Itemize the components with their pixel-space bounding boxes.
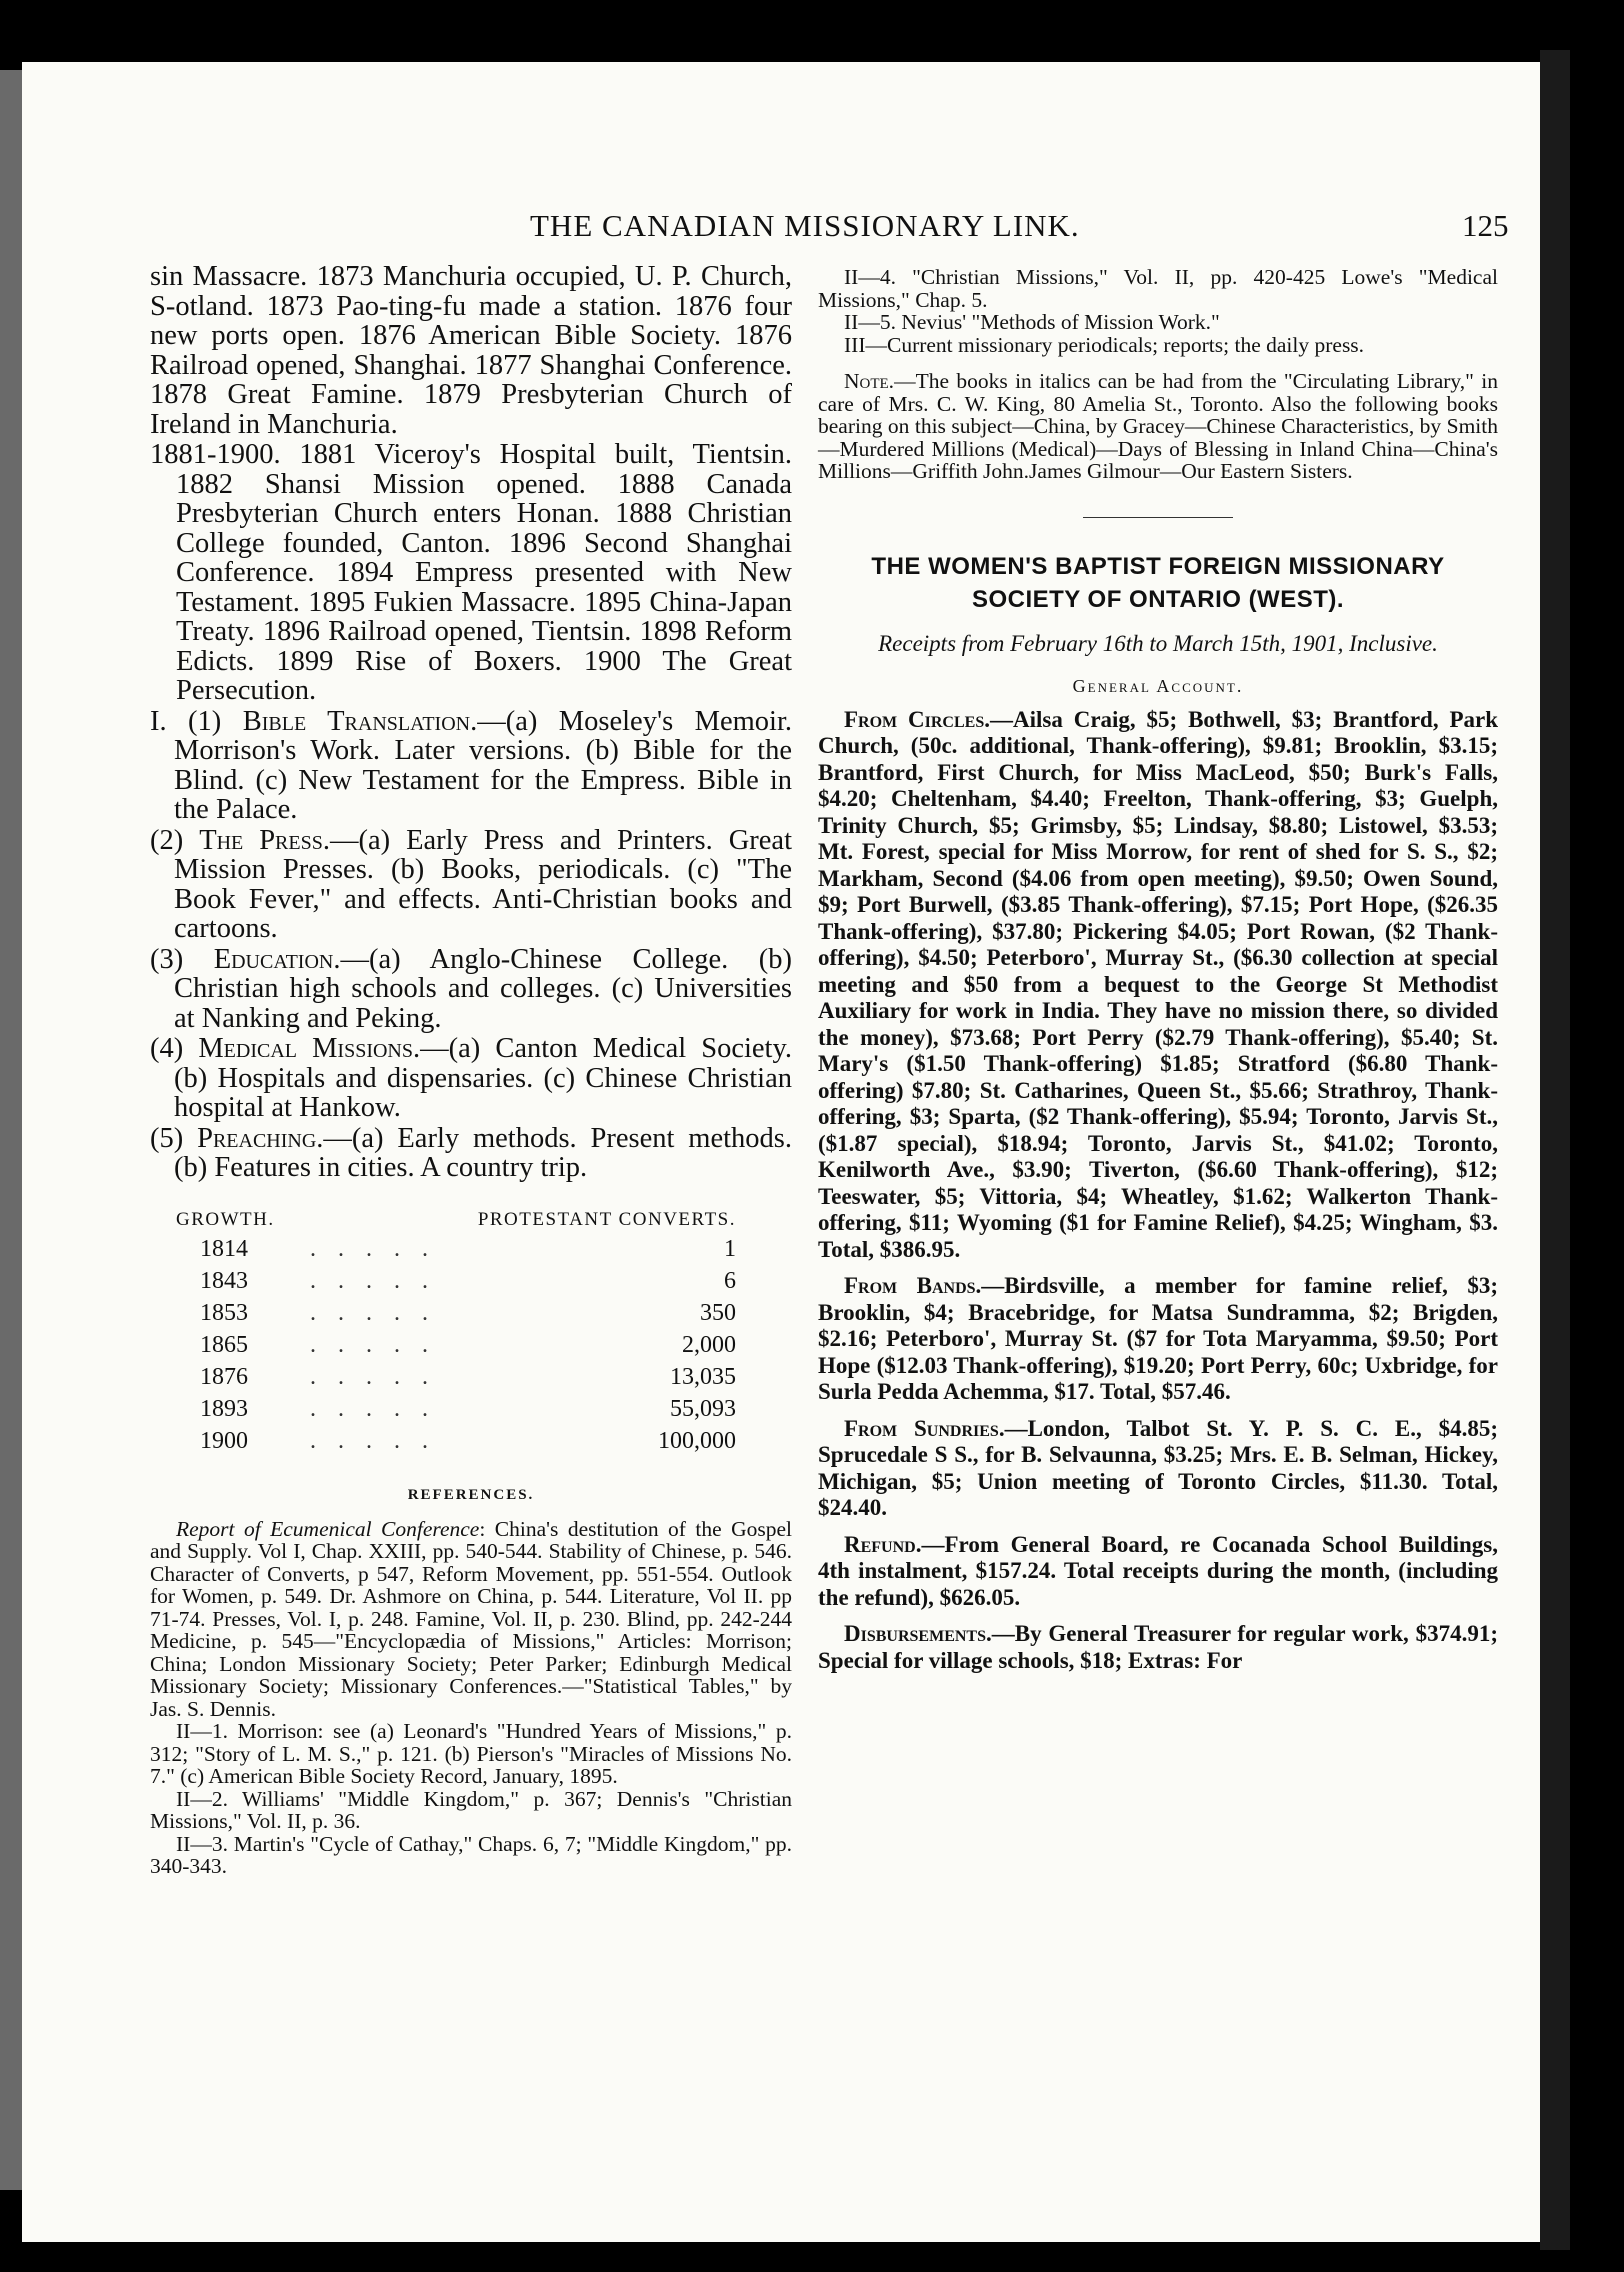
- disbursements-text: —By General Treasurer for regular work, $374.91; Special for village schools, $18; Extras: For: [818, 1621, 1498, 1673]
- leader-dots: .....: [310, 1235, 450, 1262]
- outline-text: —(a) Canton Medical Society. (b) Hospitals and dispensaries. (c) Chinese Christian hospital at Hankow.: [174, 1033, 792, 1123]
- converts-cell: 2,000: [682, 1331, 736, 1358]
- year-cell: 1853: [200, 1299, 248, 1326]
- sundries-text: —London, Talbot St. Y. P. S. C. E., $4.85; Sprucedale S S., for B. Selvaunna, $3.25; Mrs. E. B. Selman, Hickey, Michigan, $5; Union meeting of Toronto Circles, $11.30. Total, $24.40.: [818, 1415, 1498, 1520]
- leader-dots: .....: [310, 1363, 450, 1390]
- year-cell: 1893: [200, 1395, 248, 1422]
- library-note: [818, 370, 1498, 483]
- table-row: [176, 1297, 736, 1329]
- circles-receipts: [818, 707, 1498, 1264]
- outline-text: —(a) Moseley's Memoir. Morrison's Work. Later versions. (b) Bible for the Blind. (c) New Testament for the Empress. Bible in the Palace.: [174, 705, 792, 825]
- outline-heading: Medical Missions.: [198, 1033, 421, 1064]
- note-label: Note.: [844, 369, 895, 393]
- circles-label: From Circles.: [844, 706, 990, 732]
- year-cell: 1843: [200, 1267, 248, 1294]
- leader-dots: .....: [310, 1427, 450, 1454]
- table-row: [176, 1393, 736, 1425]
- outline-item-2: [150, 826, 792, 944]
- right-column: [818, 266, 1498, 1674]
- converts-cell: 55,093: [670, 1395, 736, 1422]
- running-header: THE CANADIAN MISSIONARY LINK.: [530, 208, 1080, 243]
- outline-text: —(a) Early Press and Printers. Great Mission Presses. (b) Books, periodicals. (c) "The Book Fever," and effects. Anti-Christian books and cartoons.: [174, 824, 792, 944]
- leader-dots: .....: [310, 1331, 450, 1358]
- year-cell: 1814: [200, 1235, 248, 1262]
- circles-text: —Ailsa Craig, $5; Bothwell, $3; Brantford, Park Church, (50c. additional, Thank-offering), $9.81; Brooklin, $3.15; Brantford, First Church, for Miss MacLeod, $50; Burk's Falls, $4.20; Cheltenham, $4.40; Freelton, Thank-offering, $3; Guelph, Trinity Church, $5; Grimsby, $5; Lindsay, $8.80; Listowel, $3.53; Mt. Forest, special for Miss Morrow, for rent of shed for S. S., $2; Markham, Second ($4.06 from open meeting), $9.50; Owen Sound, $9; Port Burwell, ($3.85 Thank-offering), $7.15; Port Hope, ($26.35 Thank-offering), $37.80; Pickering $4.05; Port Rowan, ($2 Thank-offering), $4.50; Peterboro', Murray St., ($6.30 collection at special meeting and $50 from a bequest to the George St Methodist Auxiliary for work in India. They have no mission there, so divided the money), $73.68; Port Perry ($2.79 Thank-offering), $5.40; St. Mary's ($1.50 Thank-offering) $1.85; Stratford ($6.80 Thank-offering) $7.80; St. Catharines, Queen St., $5.66; Strathroy, Thank-offering, $3; Sparta, ($2 Thank-offering), $5.94; Toronto, Jarvis St., ($1.87 special), $18.94; Toronto, Jarvis St., $41.02; Toronto, Kenilworth Ave., $3.90; Tiverton, ($6.60 Thank-offering), $12; Teeswater, $5; Vittoria, $4; Wheatley, $1.62; Walkerton Thank-offering, $11; Wyoming ($1 for Famine Relief), $4.25; Wingham, $3. Total, $386.95.: [818, 706, 1499, 1262]
- references-heading: REFERENCES.: [407, 1486, 535, 1503]
- outline-item-5: [150, 1124, 792, 1183]
- outline-item-1: [150, 707, 792, 825]
- outline-number: I. (1): [150, 705, 222, 737]
- receipts-subtitle: Receipts from February 16th to March 15th, 1901, Inclusive.: [878, 630, 1438, 656]
- society-title: THE WOMEN'S BAPTIST FOREIGN MISSIONARY SOCIETY OF ONTARIO (WEST).: [871, 552, 1445, 613]
- reference-text: : China's destitution of the Gospel and Supply. Vol I, Chap. XXIII, pp. 540-544. Stability of Chinese, p. 546. Character of Converts, p 547, Reform Movement, pp. 551-554. Outlook for Women, p. 549. Dr. Ashmore on China, p. 544. Literature, Vol II. pp 71-74. Presses, Vol. I, p. 248. Famine, Vol. II, p. 230. Blind, pp. 242-244 Medicine, p. 545—"Encyclopædia of Missions," Articles: Morrison; China; London Missionary Society; Peter Parker; Edinburgh Medical Missionary Society; Missionary Conferences.—"Statistical Tables," by Jas. S. Dennis.: [150, 1516, 792, 1721]
- outline-heading: Bible Translation.: [242, 705, 478, 737]
- reference-title: Report of Ecumenical Conference: [176, 1516, 480, 1541]
- table-row: [176, 1361, 736, 1393]
- sundries-receipts: [818, 1416, 1498, 1522]
- disbursements-entry: [818, 1621, 1498, 1674]
- converts-cell: 350: [700, 1299, 736, 1326]
- chronology-paragraph-1: sin Massacre. 1873 Manchuria occupied, U. P. Church, S-otland. 1873 Pao-ting-fu made a station. 1876 four new ports open. 1876 American Bible Society. 1876 Railroad opened, Shanghai. 1877 Shanghai Conference. 1878 Great Famine. 1879 Presbyterian Church of Ireland in Manchuria.: [150, 261, 792, 440]
- leader-dots: .....: [310, 1267, 450, 1294]
- reference-1: [150, 1518, 792, 1721]
- refund-text: —From General Board, re Cocanada School Buildings, 4th instalment, $157.24. Total receipts during the month, (including the refund), $626.05.: [818, 1531, 1498, 1610]
- page-edge-shadow: [1540, 50, 1570, 2250]
- year-cell: 1865: [200, 1331, 248, 1358]
- refund-entry: [818, 1532, 1498, 1612]
- reference-2: II—1. Morrison: see (a) Leonard's "Hundred Years of Missions," p. 312; "Story of L. M. S.," p. 121. (b) Pierson's "Miracles of Missions No. 7." (c) American Bible Society Record, January, 1895.: [150, 1719, 792, 1788]
- section-divider: [1083, 517, 1233, 518]
- converts-column-header: PROTESTANT CONVERTS.: [477, 1208, 736, 1230]
- outline-number: (5): [150, 1122, 184, 1154]
- left-column: [150, 262, 792, 1878]
- outline-heading: Education.: [213, 943, 341, 975]
- bands-label: From Bands.: [844, 1273, 982, 1298]
- outline-item-3: [150, 945, 792, 1034]
- outline-number: (4): [150, 1033, 184, 1064]
- leader-dots: .....: [310, 1299, 450, 1326]
- reference-4: II—3. Martin's "Cycle of Cathay," Chaps. 6, 7; "Middle Kingdom," pp. 340-343.: [150, 1831, 792, 1878]
- table-row: [176, 1265, 736, 1297]
- outline-heading: The Press.: [199, 824, 330, 856]
- bands-text: —Birdsville, a member for famine relief, $3; Brooklin, $4; Bracebridge, for Matsa Sundramma, $2; Brigden, $2.16; Peterboro', Murray St. ($7 for Tota Maryamma, $9.50; Port Hope ($12.03 Thank-offering), $19.20; Port Perry, 60c; Uxbridge, for Surla Pedda Achemma, $17. Total, $57.46.: [818, 1273, 1498, 1404]
- outline-number: (3): [150, 943, 184, 975]
- general-account-heading: General Account.: [1072, 675, 1244, 696]
- outline-number: (2): [150, 824, 184, 856]
- growth-table-header: [176, 1207, 736, 1233]
- disbursements-label: Disbursements.: [844, 1621, 992, 1646]
- table-row: [176, 1233, 736, 1265]
- converts-cell: 100,000: [658, 1427, 736, 1454]
- outline-text: —(a) Anglo-Chinese College. (b) Christian high schools and colleges. (c) Universities at Nanking and Peking.: [174, 943, 792, 1034]
- outline-text: —(a) Early methods. Present methods. (b) Features in cities. A country trip.: [174, 1122, 792, 1183]
- refund-label: Refund.: [844, 1531, 922, 1557]
- converts-cell: 1: [724, 1235, 736, 1262]
- outline-heading: Preaching.: [197, 1122, 324, 1154]
- outline-item-4: [150, 1034, 792, 1123]
- table-row: [176, 1329, 736, 1361]
- year-cell: 1876: [200, 1363, 248, 1390]
- year-cell: 1900: [200, 1427, 248, 1454]
- reference-6: II—5. Nevius' "Methods of Mission Work.": [844, 310, 1220, 334]
- sundries-label: From Sundries.: [844, 1415, 1005, 1441]
- growth-table: [176, 1207, 736, 1457]
- reference-3: II—2. Williams' "Middle Kingdom," p. 367; Dennis's "Christian Missions," Vol. II, p. 36.: [150, 1786, 792, 1833]
- note-text: —The books in italics can be had from the "Circulating Library," in care of Mrs. C. W. King, 80 Amelia St., Toronto. Also the following books bearing on this subject—China, by Gracey—Chinese Characteristics, by Smith—Murdered Millions (Medical)—Days of Blessing in Inland China—China's Millions—Griffith John.James Gilmour—Our Eastern Sisters.: [818, 369, 1498, 483]
- converts-cell: 13,035: [670, 1363, 736, 1390]
- leader-dots: .....: [310, 1395, 450, 1422]
- reference-7: III—Current missionary periodicals; reports; the daily press.: [844, 332, 1365, 357]
- growth-column-header: GROWTH.: [176, 1208, 275, 1230]
- bands-receipts: [818, 1273, 1498, 1406]
- page-number: 125: [1462, 208, 1509, 243]
- reference-5: II—4. "Christian Missions," Vol. II, pp. 420-425 Lowe's "Medical Missions," Chap. 5.: [818, 265, 1498, 312]
- table-row: [176, 1425, 736, 1457]
- chronology-paragraph-2: 1881-1900. 1881 Viceroy's Hospital built, Tientsin. 1882 Shansi Mission opened. 1888 Canada Presbyterian Church enters Honan. 1888 Christian College founded, Canton. 1896 Second Shanghai Conference. 1894 Empress presented with New Testament. 1895 Fukien Massacre. 1895 China-Japan Treaty. 1896 Railroad opened, Tientsin. 1898 Reform Edicts. 1899 Rise of Boxers. 1900 The Great Persecution.: [150, 439, 792, 706]
- page-binding-shadow: [0, 70, 22, 2190]
- converts-cell: 6: [724, 1267, 736, 1294]
